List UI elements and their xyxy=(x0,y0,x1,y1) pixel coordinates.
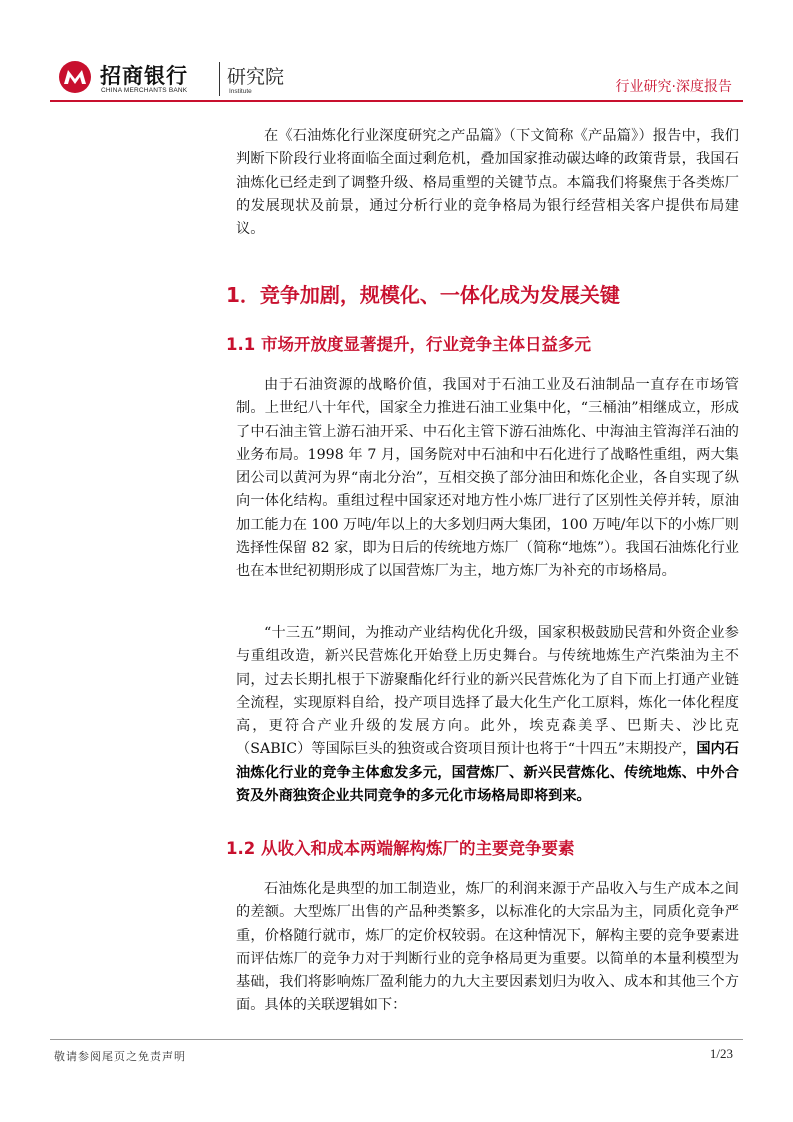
footer-divider xyxy=(50,1039,743,1040)
section-1-2-heading: 1.2 从收入和成本两端解构炼厂的主要竞争要素 xyxy=(226,839,575,858)
section-1-1-paragraph-2 xyxy=(236,622,739,808)
page-header xyxy=(0,0,793,100)
institute-name: 研究院 xyxy=(227,66,285,88)
section-1-1-paragraph-1: 由于石油资源的战略价值，我国对于石油工业及石油制品一直存在市场管制。上世纪八十年代，国家全力推进石油工业集中化，“三桶油”相继成立，形成了中石油主管上游石油开采、中石化主管下游石油炼化、中海油主管海洋石油的业务布局。1998 年 7 月，国务院对中石油和中石化进行了战略性重组，两大集团公司以黄河为界“南北分治”，互相交换了部分油田和炼化企业，各自实现了纵向一体化结构。重组过程中国家还对地方性小炼厂进行了区别性关停并转，原油加工能力在 100 万吨/年以上的大多划归两大集团，100 万吨/年以下的小炼厂则选择性保留 82 家，即为日后的传统地方炼厂（简称“地炼”）。我国石油炼化行业也在本世纪初期形成了以国营炼厂为主，地方炼厂为补充的市场格局。 xyxy=(236,377,739,580)
key-conclusion: 国内石油炼化行业的竞争主体愈发多元，国营炼厂、新兴民营炼化、传统地炼、中外合资及外商独资企业共同竞争的多元化市场格局即将到来。 xyxy=(236,741,739,805)
cmb-logo-icon xyxy=(58,60,92,94)
brand-name: 招商银行 xyxy=(100,64,188,88)
header-divider xyxy=(50,100,743,102)
report-type-label: 行业研究·深度报告 xyxy=(615,79,732,95)
institute-name-en: Institute xyxy=(229,88,252,95)
section-1-1-heading: 1.1 市场开放度显著提升，行业竞争主体日益多元 xyxy=(226,335,591,354)
page-number: 1/23 xyxy=(709,1046,733,1061)
section-1-heading: 1．竞争加剧，规模化、一体化成为发展关键 xyxy=(226,283,620,307)
brand-divider xyxy=(219,62,220,96)
intro-paragraph: 在《石油炼化行业深度研究之产品篇》（下文简称《产品篇》）报告中，我们判断下阶段行业将面临全面过剩危机，叠加国家推动碳达峰的政策背景，我国石油炼化已经走到了调整升级、格局重塑的关键节点。本篇我们将聚焦于各类炼厂的发展现状及前景，通过分析行业的竞争格局为银行经营相关客户提供布局建议。 xyxy=(236,128,739,238)
footer-disclaimer: 敬请参阅尾页之免责声明 xyxy=(54,1050,186,1063)
paragraph-text: “十三五”期间，为推动产业结构优化升级，国家积极鼓励民营和外资企业参与重组改造，新兴民营炼化开始登上历史舞台。与传统地炼生产汽柴油为主不同，过去长期扎根于下游聚酯化纤行业的新兴民营炼化为了自下而上打通产业链全流程，实现原料自给，投产项目选择了最大化生产化工原料，炼化一体化程度高，更符合产业升级的发展方向。此外，埃克森美孚、巴斯夫、沙比克（SABIC）等国际巨头的独资或合资项目预计也将于“十四五”末期投产， xyxy=(236,625,739,758)
brand-name-en: CHINA MERCHANTS BANK xyxy=(101,87,188,94)
section-1-2-paragraph-1: 石油炼化是典型的加工制造业，炼厂的利润来源于产品收入与生产成本之间的差额。大型炼厂出售的产品种类繁多，以标准化的大宗品为主，同质化竞争严重，价格随行就市，炼厂的定价权较弱。在这种情况下，解构主要的竞争要素进而评估炼厂的竞争力对于判断行业的竞争格局更为重要。以简单的本量利模型为基础，我们将影响炼厂盈利能力的九大主要因素划归为收入、成本和其他三个方面。具体的关联逻辑如下： xyxy=(236,881,739,1014)
